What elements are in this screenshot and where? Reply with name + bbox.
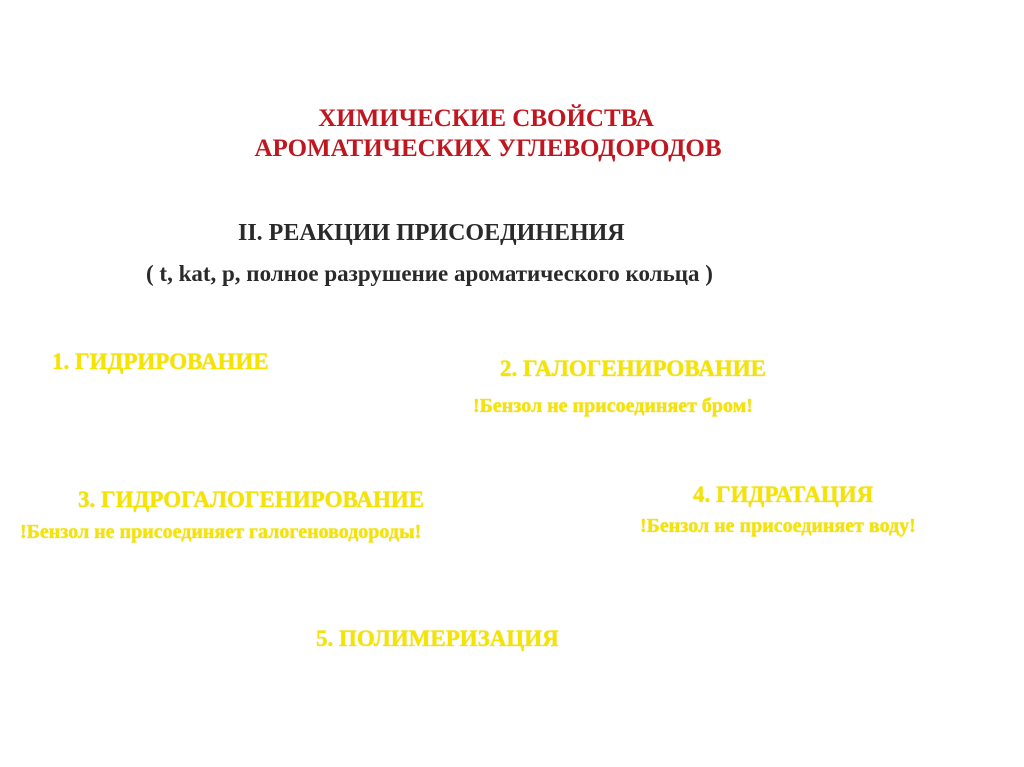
reaction-hydration-note: !Бензол не присоединяет воду! [640, 515, 916, 537]
reaction-hydrogenation: 1. ГИДРИРОВАНИЕ [52, 349, 269, 374]
reaction-hydrohalogenation-note: !Бензол не присоединяет галогеноводороды! [20, 521, 422, 543]
reaction-halogenation-note: !Бензол не присоединяет бром! [473, 395, 753, 417]
reaction-hydrohalogenation: 3. ГИДРОГАЛОГЕНИРОВАНИЕ [78, 487, 425, 512]
reaction-hydration: 4. ГИДРАТАЦИЯ [693, 482, 874, 507]
reaction-polymerization: 5. ПОЛИМЕРИЗАЦИЯ [316, 626, 559, 651]
reaction-halogenation: 2. ГАЛОГЕНИРОВАНИЕ [500, 356, 766, 381]
slide-title-line-2: АРОМАТИЧЕСКИХ УГЛЕВОДОРОДОВ [254, 135, 722, 162]
slide-title-line-1: ХИМИЧЕСКИЕ СВОЙСТВА [318, 105, 654, 132]
section-heading: II. РЕАКЦИИ ПРИСОЕДИНЕНИЯ [238, 220, 625, 246]
section-conditions: ( t, kat, p, полное разрушение ароматического кольца ) [146, 261, 713, 286]
